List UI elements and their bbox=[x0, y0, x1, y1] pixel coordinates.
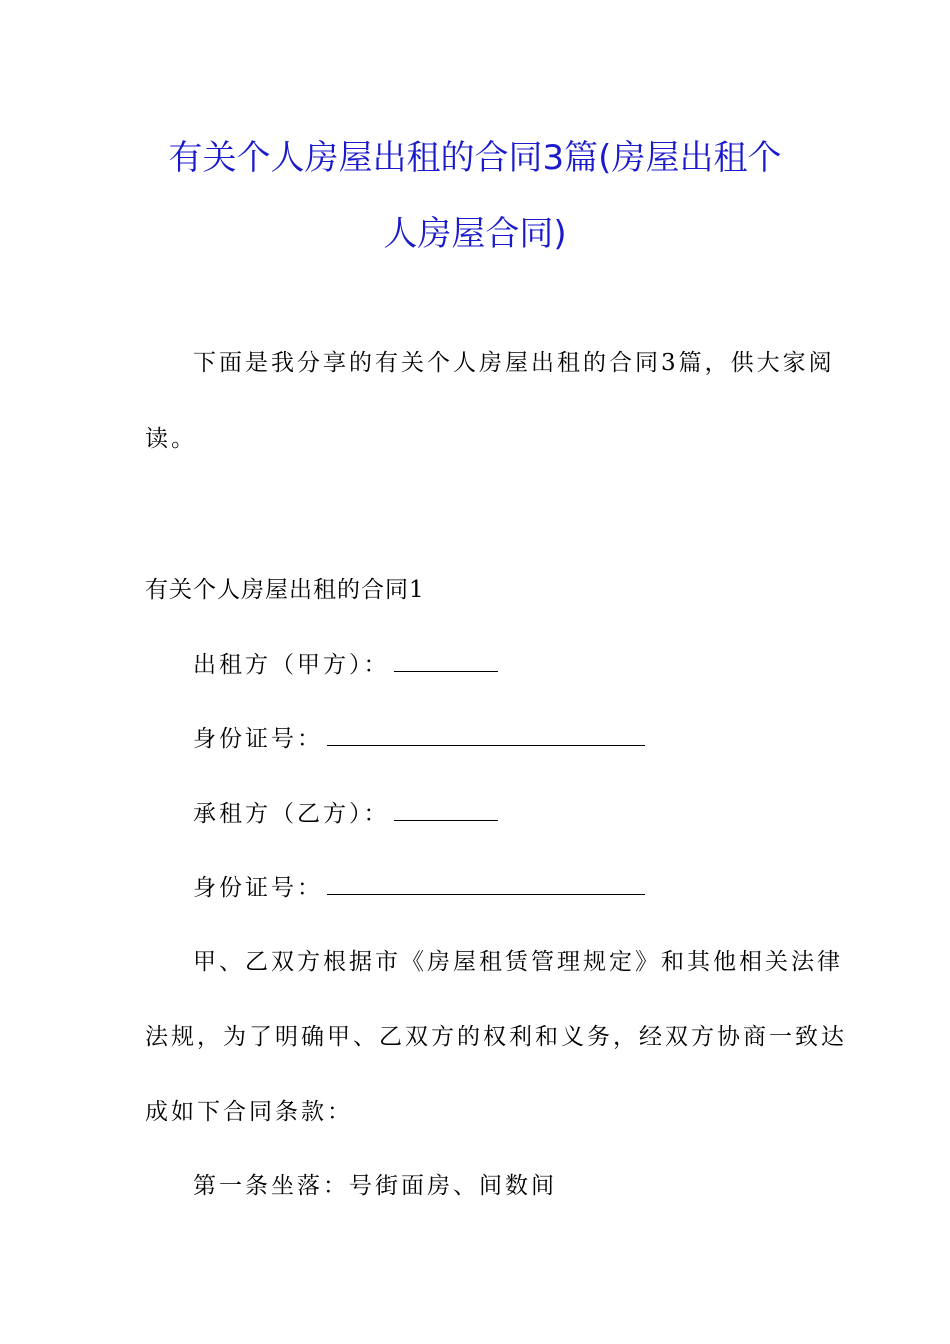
lessor-label: 出租方（甲方）： bbox=[193, 652, 390, 678]
lessee-blank bbox=[394, 800, 498, 821]
lessor-row bbox=[193, 646, 498, 679]
lessee-label: 承租方（乙方）： bbox=[193, 801, 390, 827]
lessee-row bbox=[193, 795, 498, 828]
section-heading: 有关个人房屋出租的合同1 bbox=[145, 577, 425, 603]
intro-line-1: 下面是我分享的有关个人房屋出租的合同3篇，供大家阅 bbox=[193, 350, 835, 376]
article-1: 第一条坐落：号街面房、间数间 bbox=[193, 1173, 557, 1199]
lessee-id-label: 身份证号： bbox=[193, 875, 323, 901]
lessor-blank bbox=[394, 651, 498, 672]
intro-line-2: 读。 bbox=[145, 426, 197, 452]
lessee-id-blank bbox=[327, 874, 645, 895]
lessee-id-row bbox=[193, 869, 645, 902]
lessor-id-label: 身份证号： bbox=[193, 726, 323, 752]
lessor-id-row bbox=[193, 720, 645, 753]
paragraph-line-2: 法规，为了明确甲、乙双方的权利和义务，经双方协商一致达 bbox=[145, 1024, 847, 1050]
lessor-id-blank bbox=[327, 725, 645, 746]
paragraph-line-1: 甲、乙双方根据市《房屋租赁管理规定》和其他相关法律 bbox=[193, 949, 843, 975]
document-title-line-1: 有关个人房屋出租的合同3篇(房屋出租个 bbox=[168, 138, 782, 178]
document-title-line-2: 人房屋合同) bbox=[383, 214, 567, 254]
paragraph-line-3: 成如下合同条款： bbox=[145, 1099, 353, 1125]
